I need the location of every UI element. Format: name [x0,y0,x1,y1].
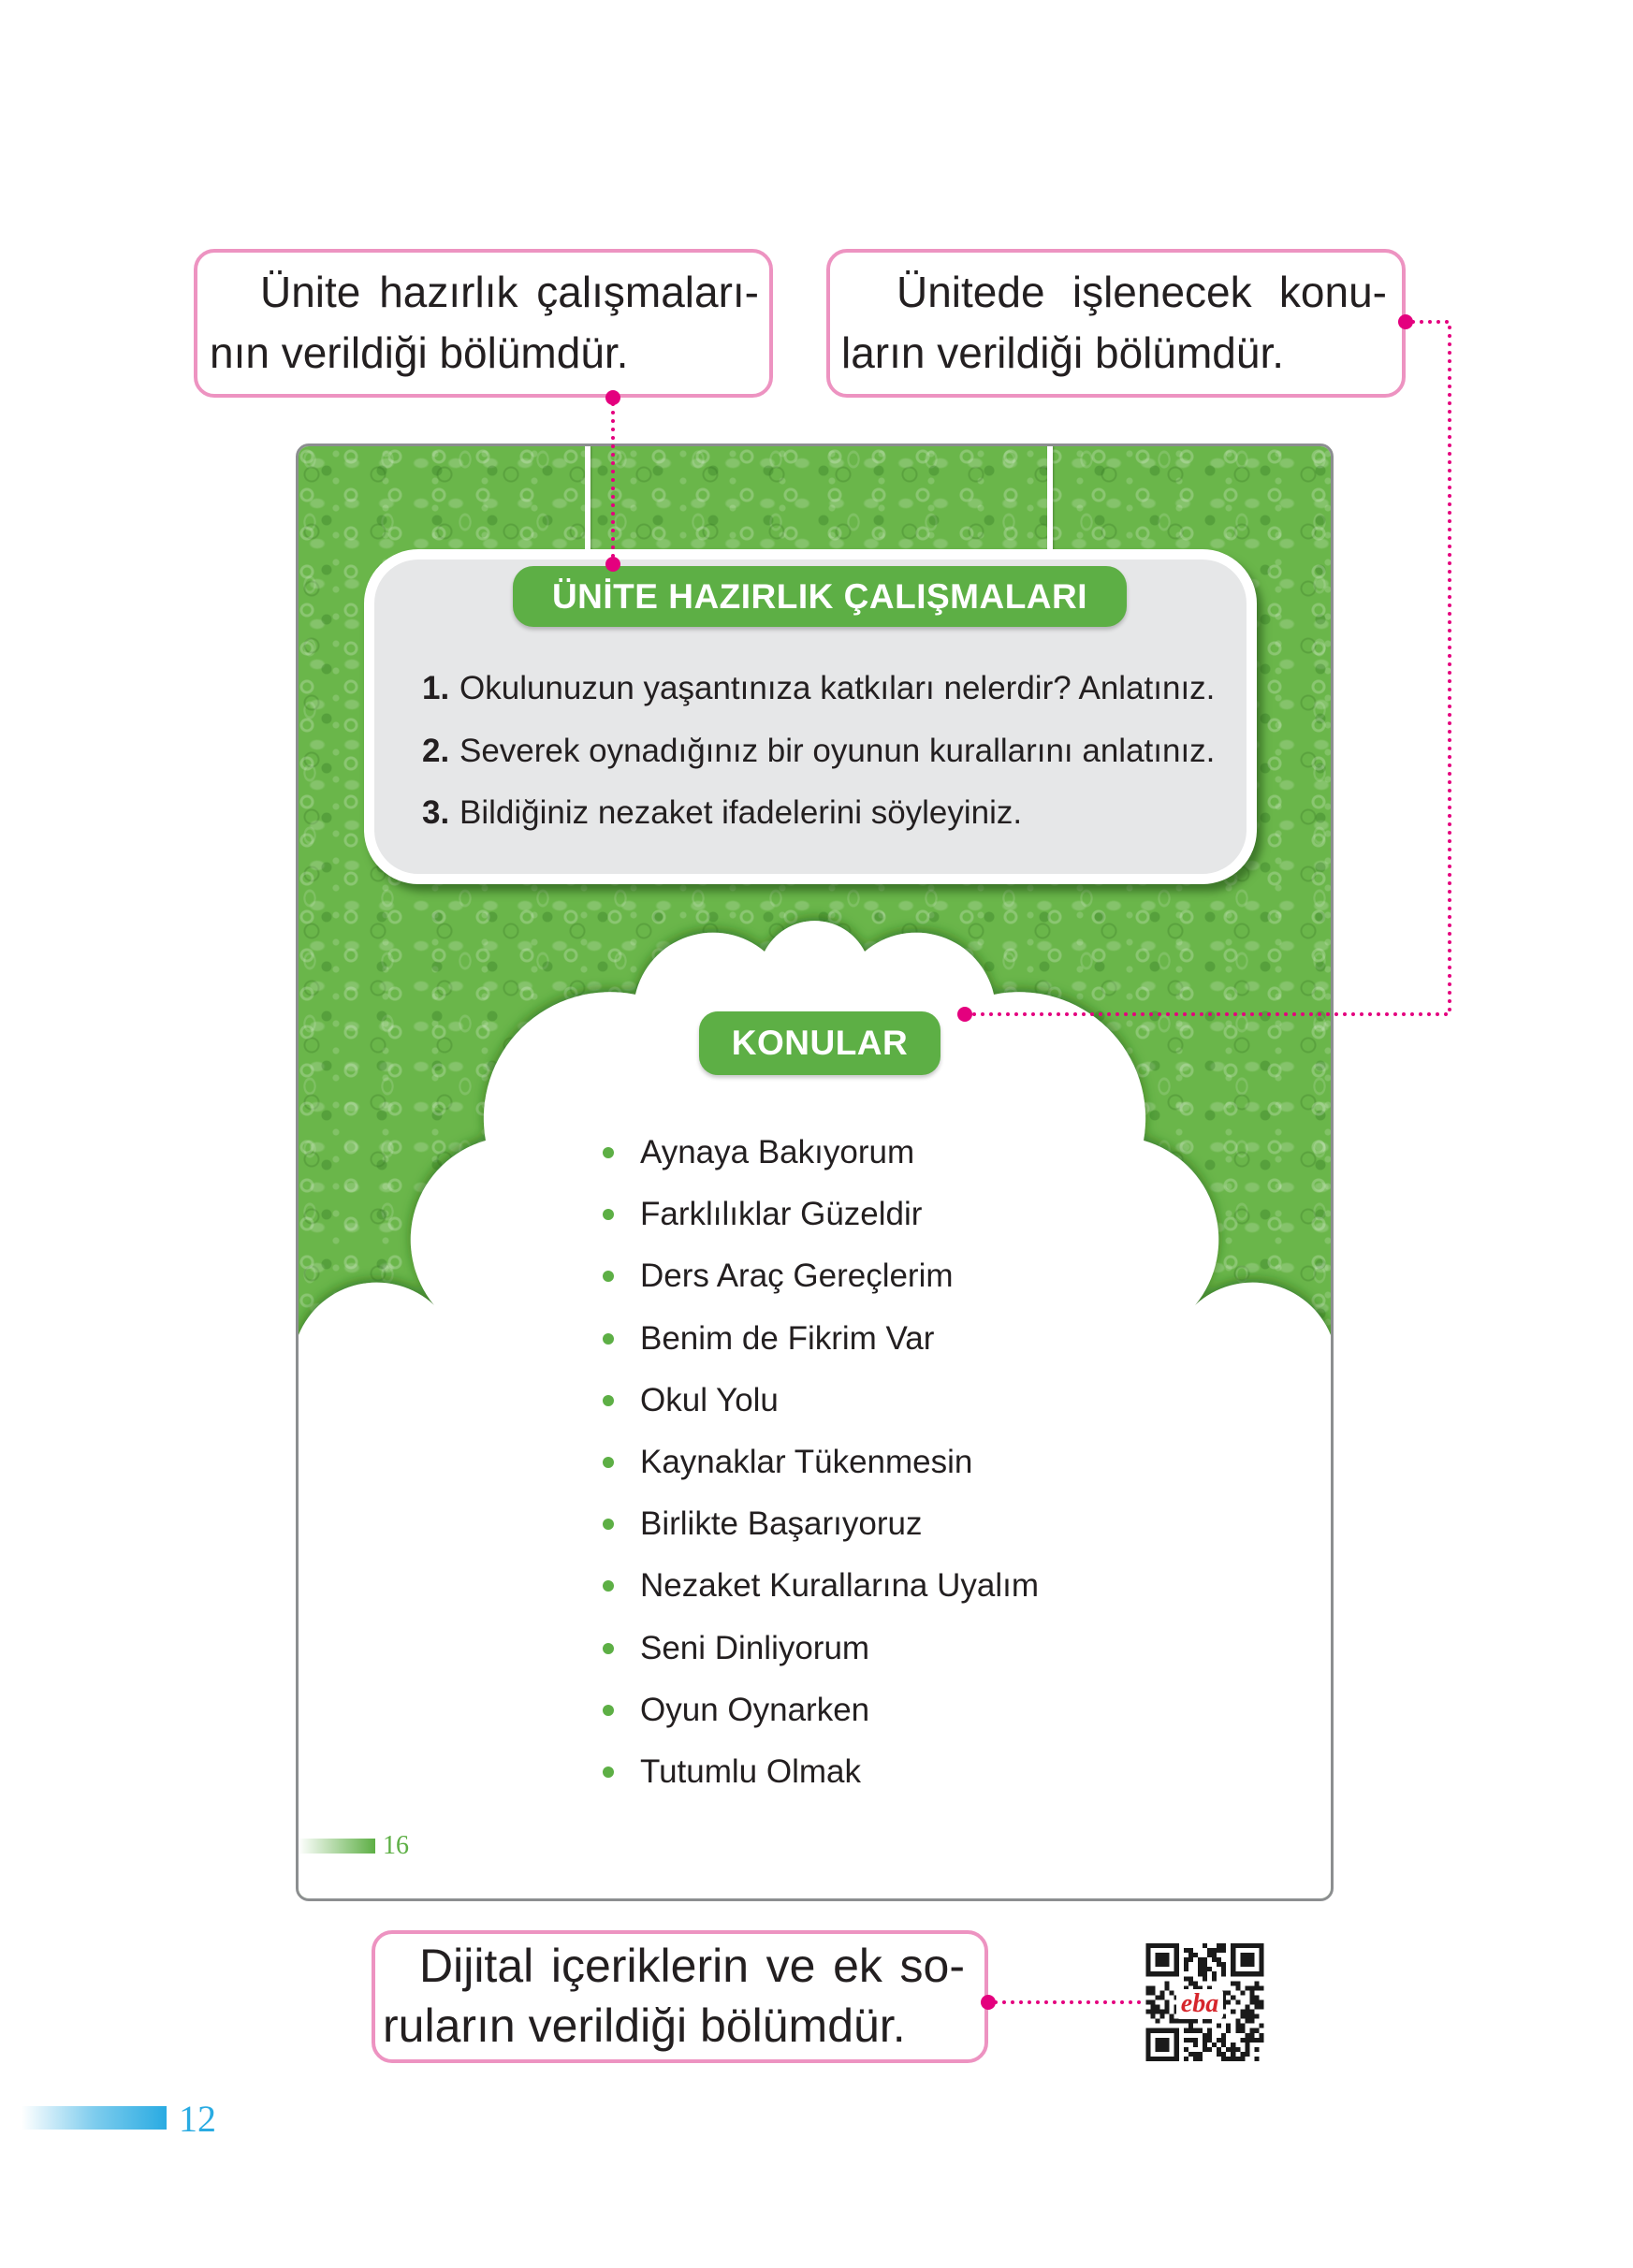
callout-line: Ünite hazırlık çalışmaları- [260,268,759,316]
bullet-icon [603,1580,614,1592]
list-item [603,1679,1039,1741]
question-text: Bildiğiniz nezaket ifadelerini söyleyiniz. [459,794,1023,832]
question-item [422,782,1215,845]
callout-line: ların verildiği bölümdür. [841,328,1285,377]
topic-label: Kaynaklar Tükenmesin [640,1444,973,1481]
callout-line: nın verildiği bölümdür. [210,328,629,377]
question-text: Okulunuzun yaşantınıza katkıları nelerdir? Anlatınız. [459,670,1216,707]
topic-label: Benim de Fikrim Var [640,1319,935,1357]
topics-callout [826,249,1406,398]
inner-page-number: 16 [383,1831,409,1860]
bullet-icon [603,1333,614,1345]
question-item [422,720,1215,783]
page-number: 12 [179,2098,216,2140]
list-item [603,1555,1039,1617]
bullet-icon [603,1519,614,1530]
question-number: 1. [422,670,450,707]
topic-label: Seni Dinliyorum [640,1629,870,1666]
page-number-bar [22,2106,167,2130]
topics-title: KONULAR [699,1011,940,1075]
topic-label: Nezaket Kurallarına Uyalım [640,1567,1039,1605]
bullet-icon [603,1271,614,1282]
topics-list [603,1122,1039,1803]
preparation-callout [194,249,773,398]
bullet-icon [603,1643,614,1654]
topic-label: Birlikte Başarıyoruz [640,1505,923,1543]
list-item [603,1245,1039,1307]
list-item [603,1370,1039,1432]
callout-line: Ünitede işlenecek konu- [897,268,1387,316]
bullet-icon [603,1766,614,1778]
preparation-title: ÜNİTE HAZIRLIK ÇALIŞMALARI [513,566,1127,627]
bullet-icon [603,1457,614,1468]
digital-content-callout [372,1930,988,2063]
callout-line: ruların verildiği bölümdür. [383,1999,906,2052]
bullet-icon [603,1395,614,1406]
eba-logo: eba [1176,1989,1223,2019]
unit-intro-page-preview [296,443,1334,1901]
question-text: Severek oynadığınız bir oyunun kurallarını anlatınız. [459,732,1216,769]
preparation-questions [422,658,1215,845]
topic-label: Aynaya Bakıyorum [640,1134,915,1171]
question-number: 3. [422,794,450,832]
topic-label: Okul Yolu [640,1381,779,1418]
list-item [603,1493,1039,1555]
callout-line: Dijital içeriklerin ve ek so- [419,1940,965,1992]
inner-page-number-bar [299,1839,375,1854]
list-item [603,1741,1039,1803]
bullet-icon [603,1209,614,1220]
question-item [422,658,1215,720]
list-item [603,1122,1039,1184]
bullet-icon [603,1705,614,1716]
list-item [603,1618,1039,1679]
list-item [603,1308,1039,1370]
topic-label: Tutumlu Olmak [640,1752,861,1790]
topic-label: Farklılıklar Güzeldir [640,1196,923,1233]
bullet-icon [603,1147,614,1158]
topic-label: Oyun Oynarken [640,1691,870,1728]
question-number: 2. [422,732,450,769]
list-item [603,1184,1039,1245]
list-item [603,1432,1039,1493]
topic-label: Ders Araç Gereçlerim [640,1258,954,1295]
